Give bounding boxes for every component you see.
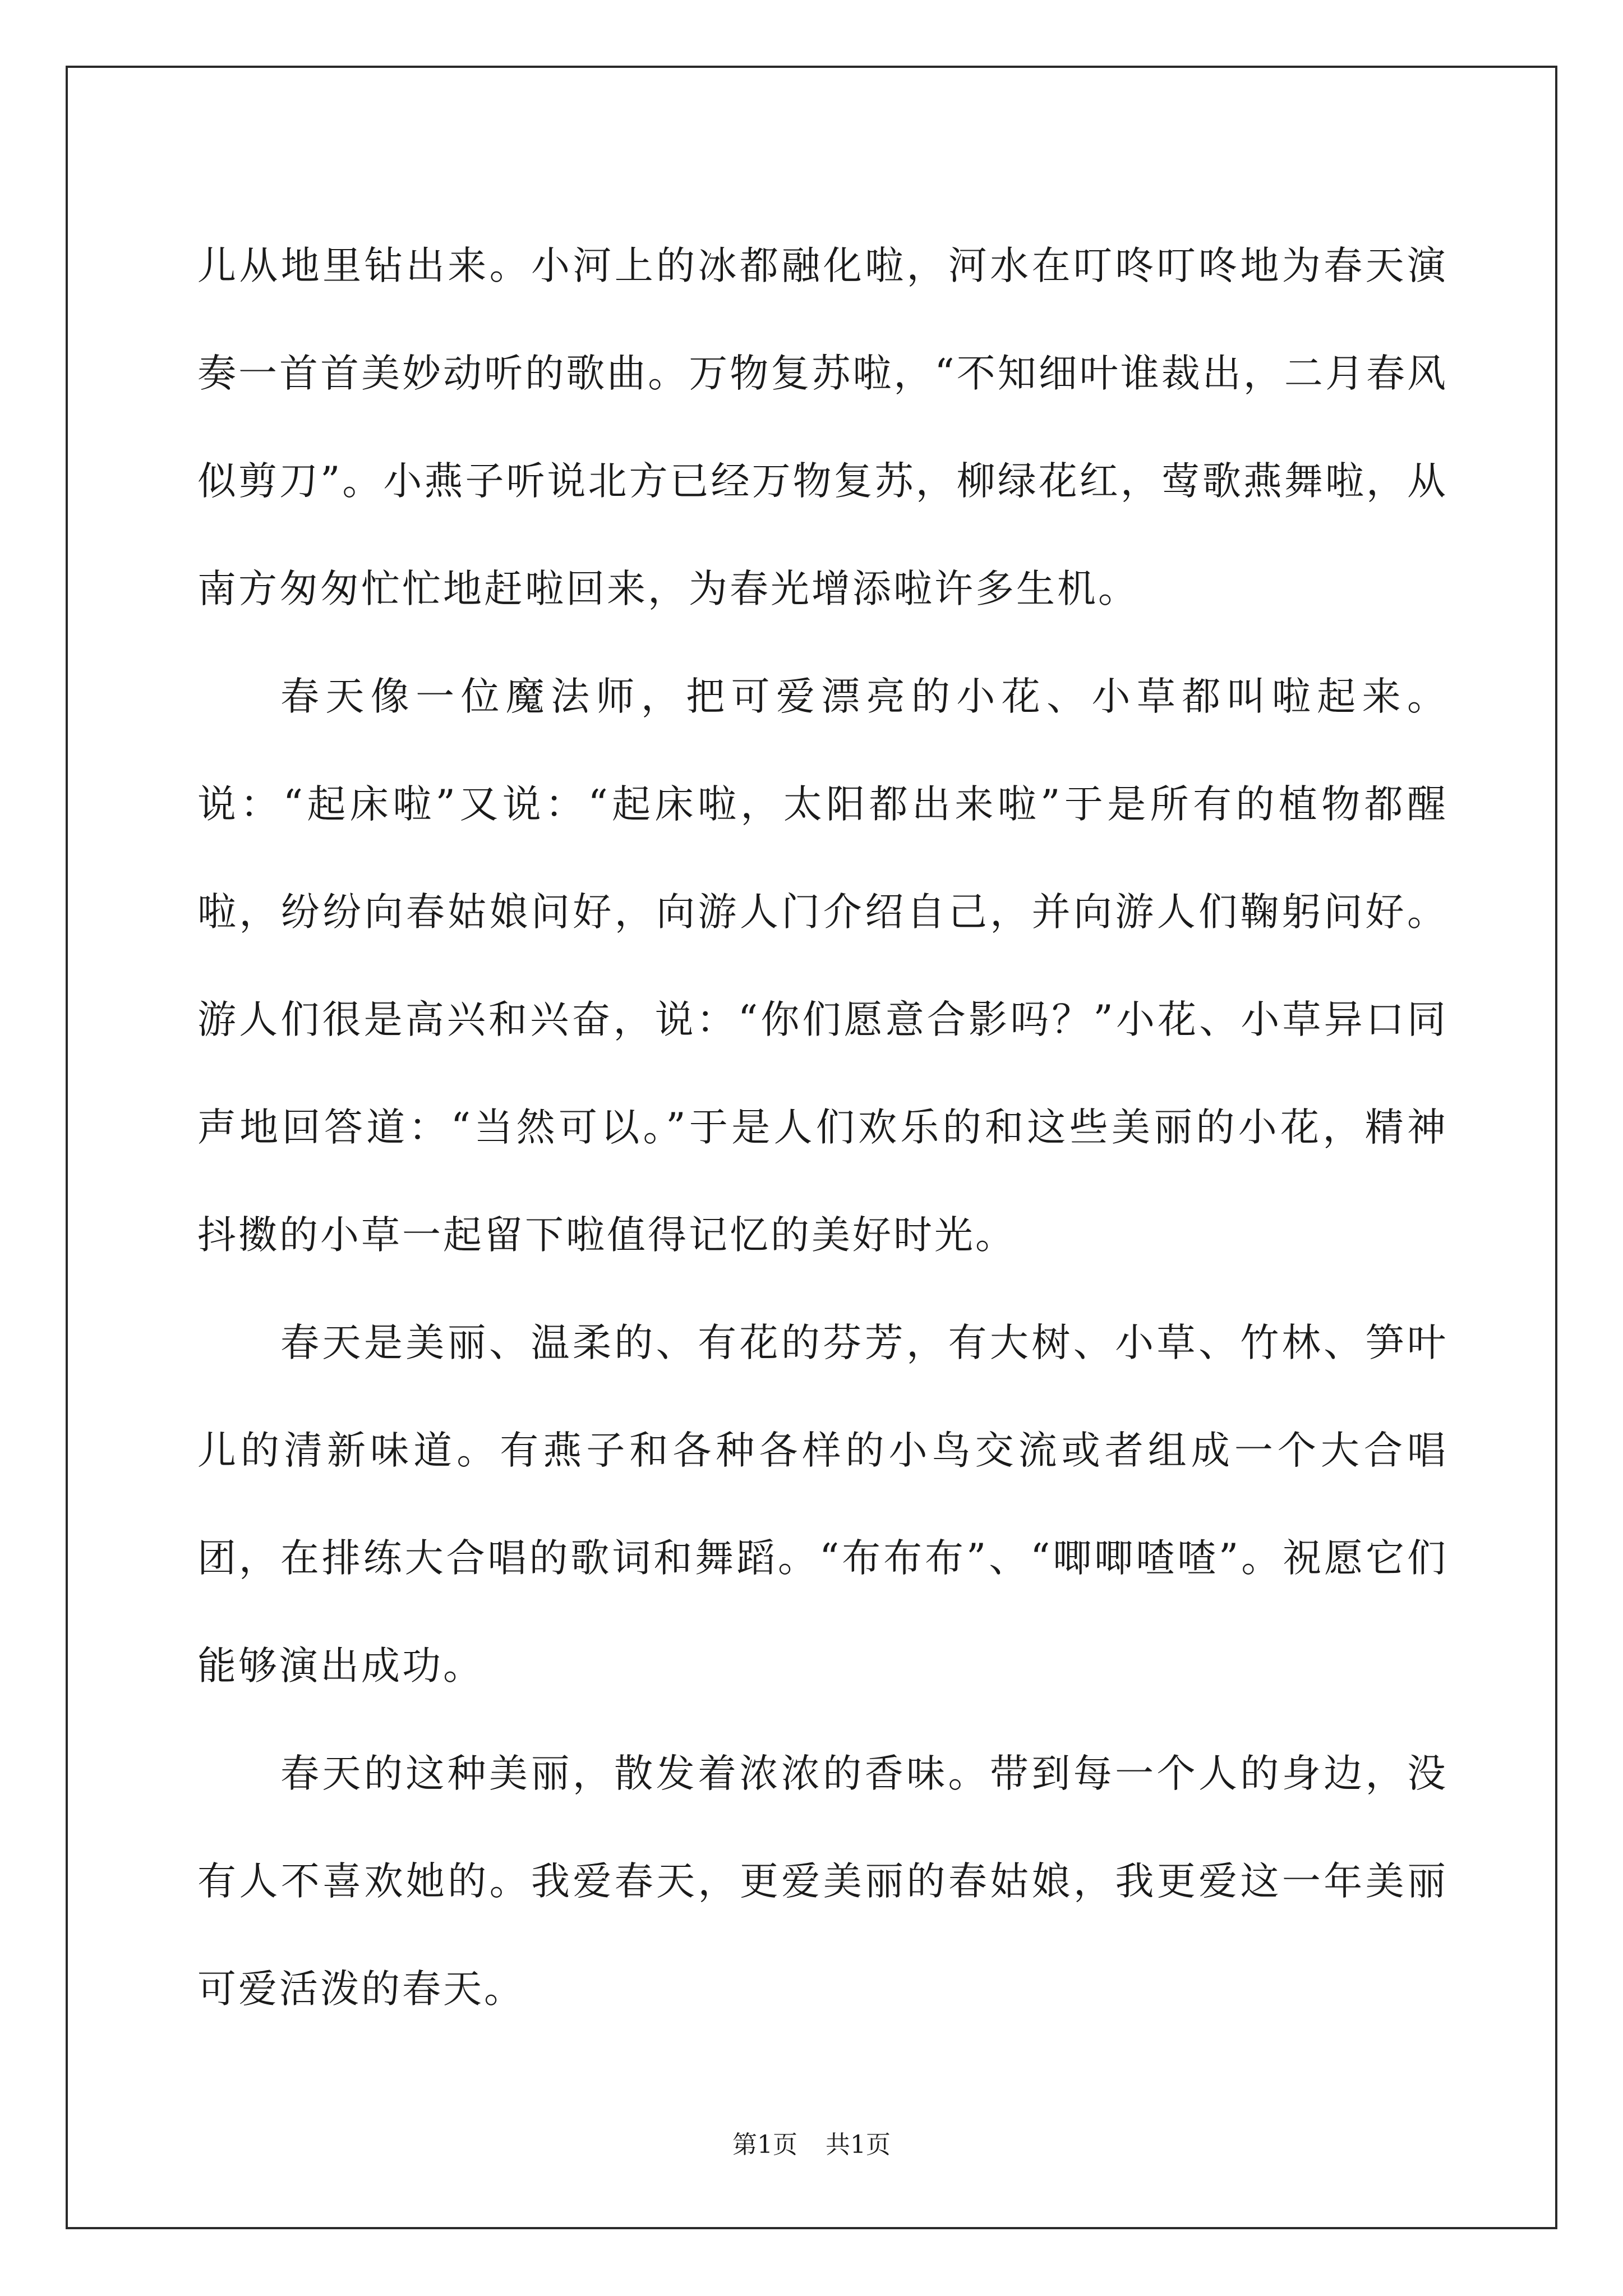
document-body bbox=[197, 212, 1448, 2043]
page-number: 第1页 bbox=[732, 2131, 797, 2159]
paragraph-1: 儿从地里钻出来。小河上的冰都融化啦，河水在叮咚叮咚地为春天演奏一首首美妙动听的歌曲。万物复苏啦，“不知细叶谁裁出，二月春风似剪刀”。小燕子听说北方已经万物复苏，柳绿花红，莺歌燕舞啦，从南方匆匆忙忙地赶啦回来，为春光增添啦许多生机。 bbox=[197, 243, 1448, 611]
page-total: 共1页 bbox=[826, 2131, 891, 2159]
paragraph-3: 春天是美丽、温柔的、有花的芬芳，有大树、小草、竹林、笋叶儿的清新味道。有燕子和各种各样的小鸟交流或者组成一个大合唱团，在排练大合唱的歌词和舞蹈。“布布布”、“唧唧喳喳”。祝愿它们能够演出成功。 bbox=[197, 1320, 1448, 1688]
paragraph-4: 春天的这种美丽，散发着浓浓的香味。带到每一个人的身边，没有人不喜欢她的。我爱春天，更爱美丽的春姑娘，我更爱这一年美丽可爱活泼的春天。 bbox=[197, 1751, 1448, 2012]
paragraph-2: 春天像一位魔法师，把可爱漂亮的小花、小草都叫啦起来。说：“起床啦”又说：“起床啦，太阳都出来啦”于是所有的植物都醒啦，纷纷向春姑娘问好，向游人门介绍自己，并向游人们鞠躬问好。游人们很是高兴和兴奋，说：“你们愿意合影吗？”小花、小草异口同声地回答道：“当然可以。”于是人们欢乐的和这些美丽的小花，精神抖擞的小草一起留下啦值得记忆的美好时光。 bbox=[197, 674, 1448, 1258]
page-footer bbox=[0, 2128, 1623, 2162]
